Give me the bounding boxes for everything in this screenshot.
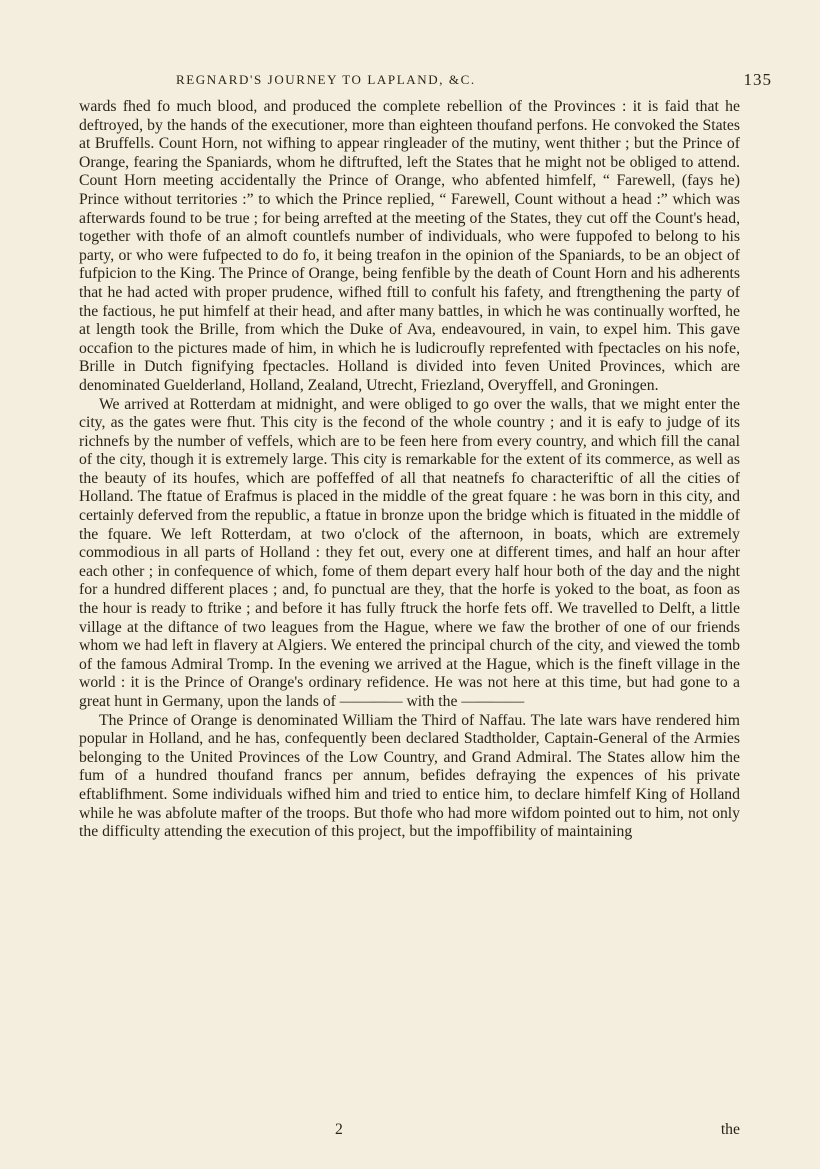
paragraph: The Prince of Orange is denominated William the Third of Naffau. The late wars have rendered him popular in Holland, and he has, confequently been declared Stadtholder, Captain-General of the Armies belonging to the United Provinces of the Low Country, and Grand Admiral. The States allow him the fum of a hundred thoufand francs per annum, befides defraying the expences of his private eftablifhment. Some individuals wifhed him and tried to entice him, to declare himfelf King of Holland while he was abfolute mafter of the troops. But thofe who had more wifdom pointed out to him, not only the difficulty attending the execution of this project, but the impoffibility of maintaining: [79, 711, 740, 841]
signature-mark: 2: [335, 1121, 343, 1138]
page-footer: [79, 1121, 740, 1141]
page-number: 135: [743, 70, 772, 89]
paragraph: We arrived at Rotterdam at midnight, and were obliged to go over the walls, that we might enter the city, as the gates were fhut. This city is the fecond of the whole country ; and it is eafy to judge of its richnefs by the number of veffels, which are to be feen here from every country, and which fill the canal of the city, though it is extremely large. This city is remarkable for the extent of its commerce, as well as the beauty of its houfes, which are poffeffed of all that neatnefs fo characteriftic of all the cities of Holland. The ftatue of Erafmus is placed in the middle of the great fquare : he was born in this city, and certainly deferved from the republic, a ftatue in bronze upon the bridge which is fituated in the middle of the fquare. We left Rotterdam, at two o'clock of the afternoon, in boats, which are extremely commodious in all parts of Holland : they fet out, every one at different times, and half an hour after each other ; in confequence of which, fome of them depart every half hour both of the day and the night for a hundred different places ; and, fo punctual are they, that the horfe is yoked to the boat, as foon as the hour is ready to ftrike ; and before it has fully ftruck the horfe fets off. We travelled to Delft, a little village at the diftance of two leagues from the Hague, where we faw the brother of one of our friends whom we had left in flavery at Algiers. We entered the principal church of the city, and viewed the tomb of the famous Admiral Tromp. In the evening we arrived at the Hague, which is the fineft village in the world : it is the Prince of Orange's ordinary refidence. He was not here at this time, but had gone to a great hunt in Germany, upon the lands of ———— with the ————: [79, 395, 740, 710]
paragraph: wards fhed fo much blood, and produced the complete rebellion of the Provinces : it is faid that he deftroyed, by the hands of the executioner, more than eighteen thoufand perfons. He convoked the States at Bruffells. Count Horn, not wifhing to appear ringleader of the mutiny, went thither ; but the Prince of Orange, fearing the Spaniards, whom he diftrufted, left the States that he might not be obliged to attend. Count Horn meeting accidentally the Prince of Orange, who abfented himfelf, “ Farewell, (fays he) Prince without territories :” to which the Prince replied, “ Farewell, Count without a head :” which was afterwards found to be true ; for being arrefted at the meeting of the States, they cut off the Count's head, together with thofe of an almoft countlefs number of individuals, who were fuppofed to belong to his party, or who were fufpected to do fo, it being treafon in the opinion of the Spaniards, to be an object of fufpicion to the King. The Prince of Orange, being fenfible by the death of Count Horn and his adherents that he had acted with proper prudence, wifhed ftill to confult his fafety, and ftrengthening the party of the factious, he put himfelf at their head, and after many battles, in which he was continually worfted, he at length took the Brille, from which the Duke of Ava, endeavoured, in vain, to expel him. This gave occafion to the pictures made of him, in which he is ludicroufly reprefented with fpectacles on his nofe, Brille in Dutch fignifying fpectacles. Holland is divided into feven United Provinces, which are denominated Guelderland, Holland, Zealand, Utrecht, Friezland, Overyffell, and Groningen.: [79, 98, 740, 394]
catchword: the: [720, 1121, 740, 1138]
page-header: [176, 70, 780, 96]
body-text: [79, 98, 740, 842]
running-title: REGNARD'S JOURNEY TO LAPLAND, &C.: [176, 72, 476, 87]
